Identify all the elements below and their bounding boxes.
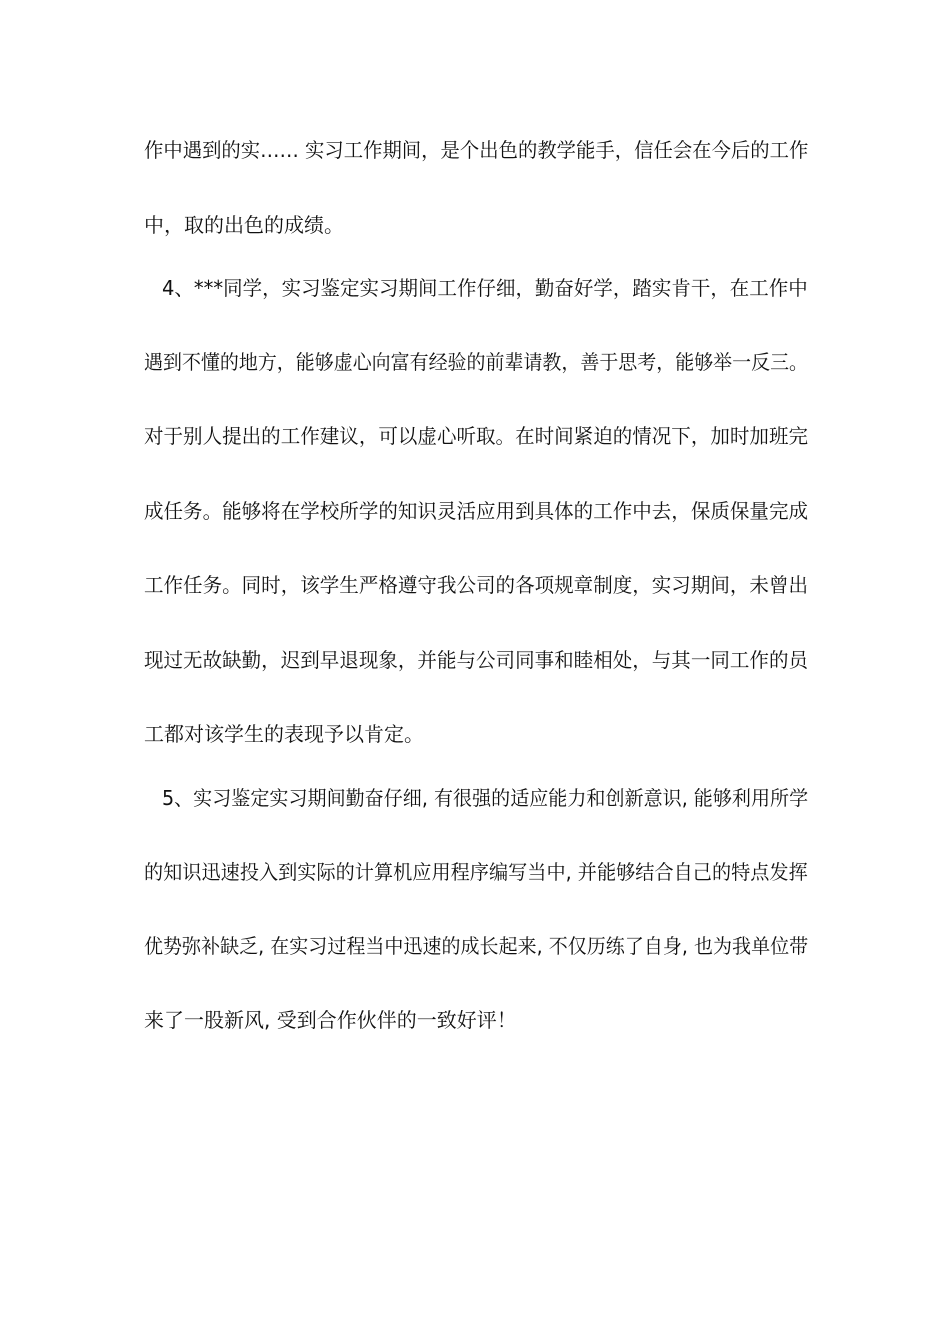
text-line-3-item-4-start: 4、***同学，实习鉴定实习期间工作仔细，勤奋好学，踏实肯干，在工作中	[162, 276, 808, 300]
text-line-5: 对于别人提出的工作建议，可以虚心听取。在时间紧迫的情况下，加时加班完	[144, 424, 809, 448]
text-line-2: 中，取的出色的成绩。	[144, 213, 344, 237]
text-line-10-item-5-start: 5、实习鉴定实习期间勤奋仔细, 有很强的适应能力和创新意识, 能够利用所学	[162, 786, 809, 810]
text-line-4: 遇到不懂的地方，能够虚心向富有经验的前辈请教，善于思考，能够举一反三。	[144, 350, 809, 374]
text-line-9: 工都对该学生的表现予以肯定。	[144, 722, 424, 746]
text-line-1: 作中遇到的实…… 实习工作期间，是个出色的教学能手，信任会在今后的工作	[144, 138, 809, 162]
text-line-6: 成任务。能够将在学校所学的知识灵活应用到具体的工作中去，保质保量完成	[144, 499, 809, 523]
text-line-7: 工作任务。同时，该学生严格遵守我公司的各项规章制度，实习期间，未曾出	[144, 573, 809, 597]
text-line-13: 来了一股新风, 受到合作伙伴的一致好评！	[144, 1008, 517, 1032]
text-line-11: 的知识迅速投入到实际的计算机应用程序编写当中, 并能够结合自己的特点发挥	[144, 860, 808, 884]
text-line-8: 现过无故缺勤，迟到早退现象，并能与公司同事和睦相处，与其一同工作的员	[144, 648, 809, 672]
text-line-12: 优势弥补缺乏, 在实习过程当中迅速的成长起来, 不仅历练了自身, 也为我单位带	[144, 934, 809, 958]
